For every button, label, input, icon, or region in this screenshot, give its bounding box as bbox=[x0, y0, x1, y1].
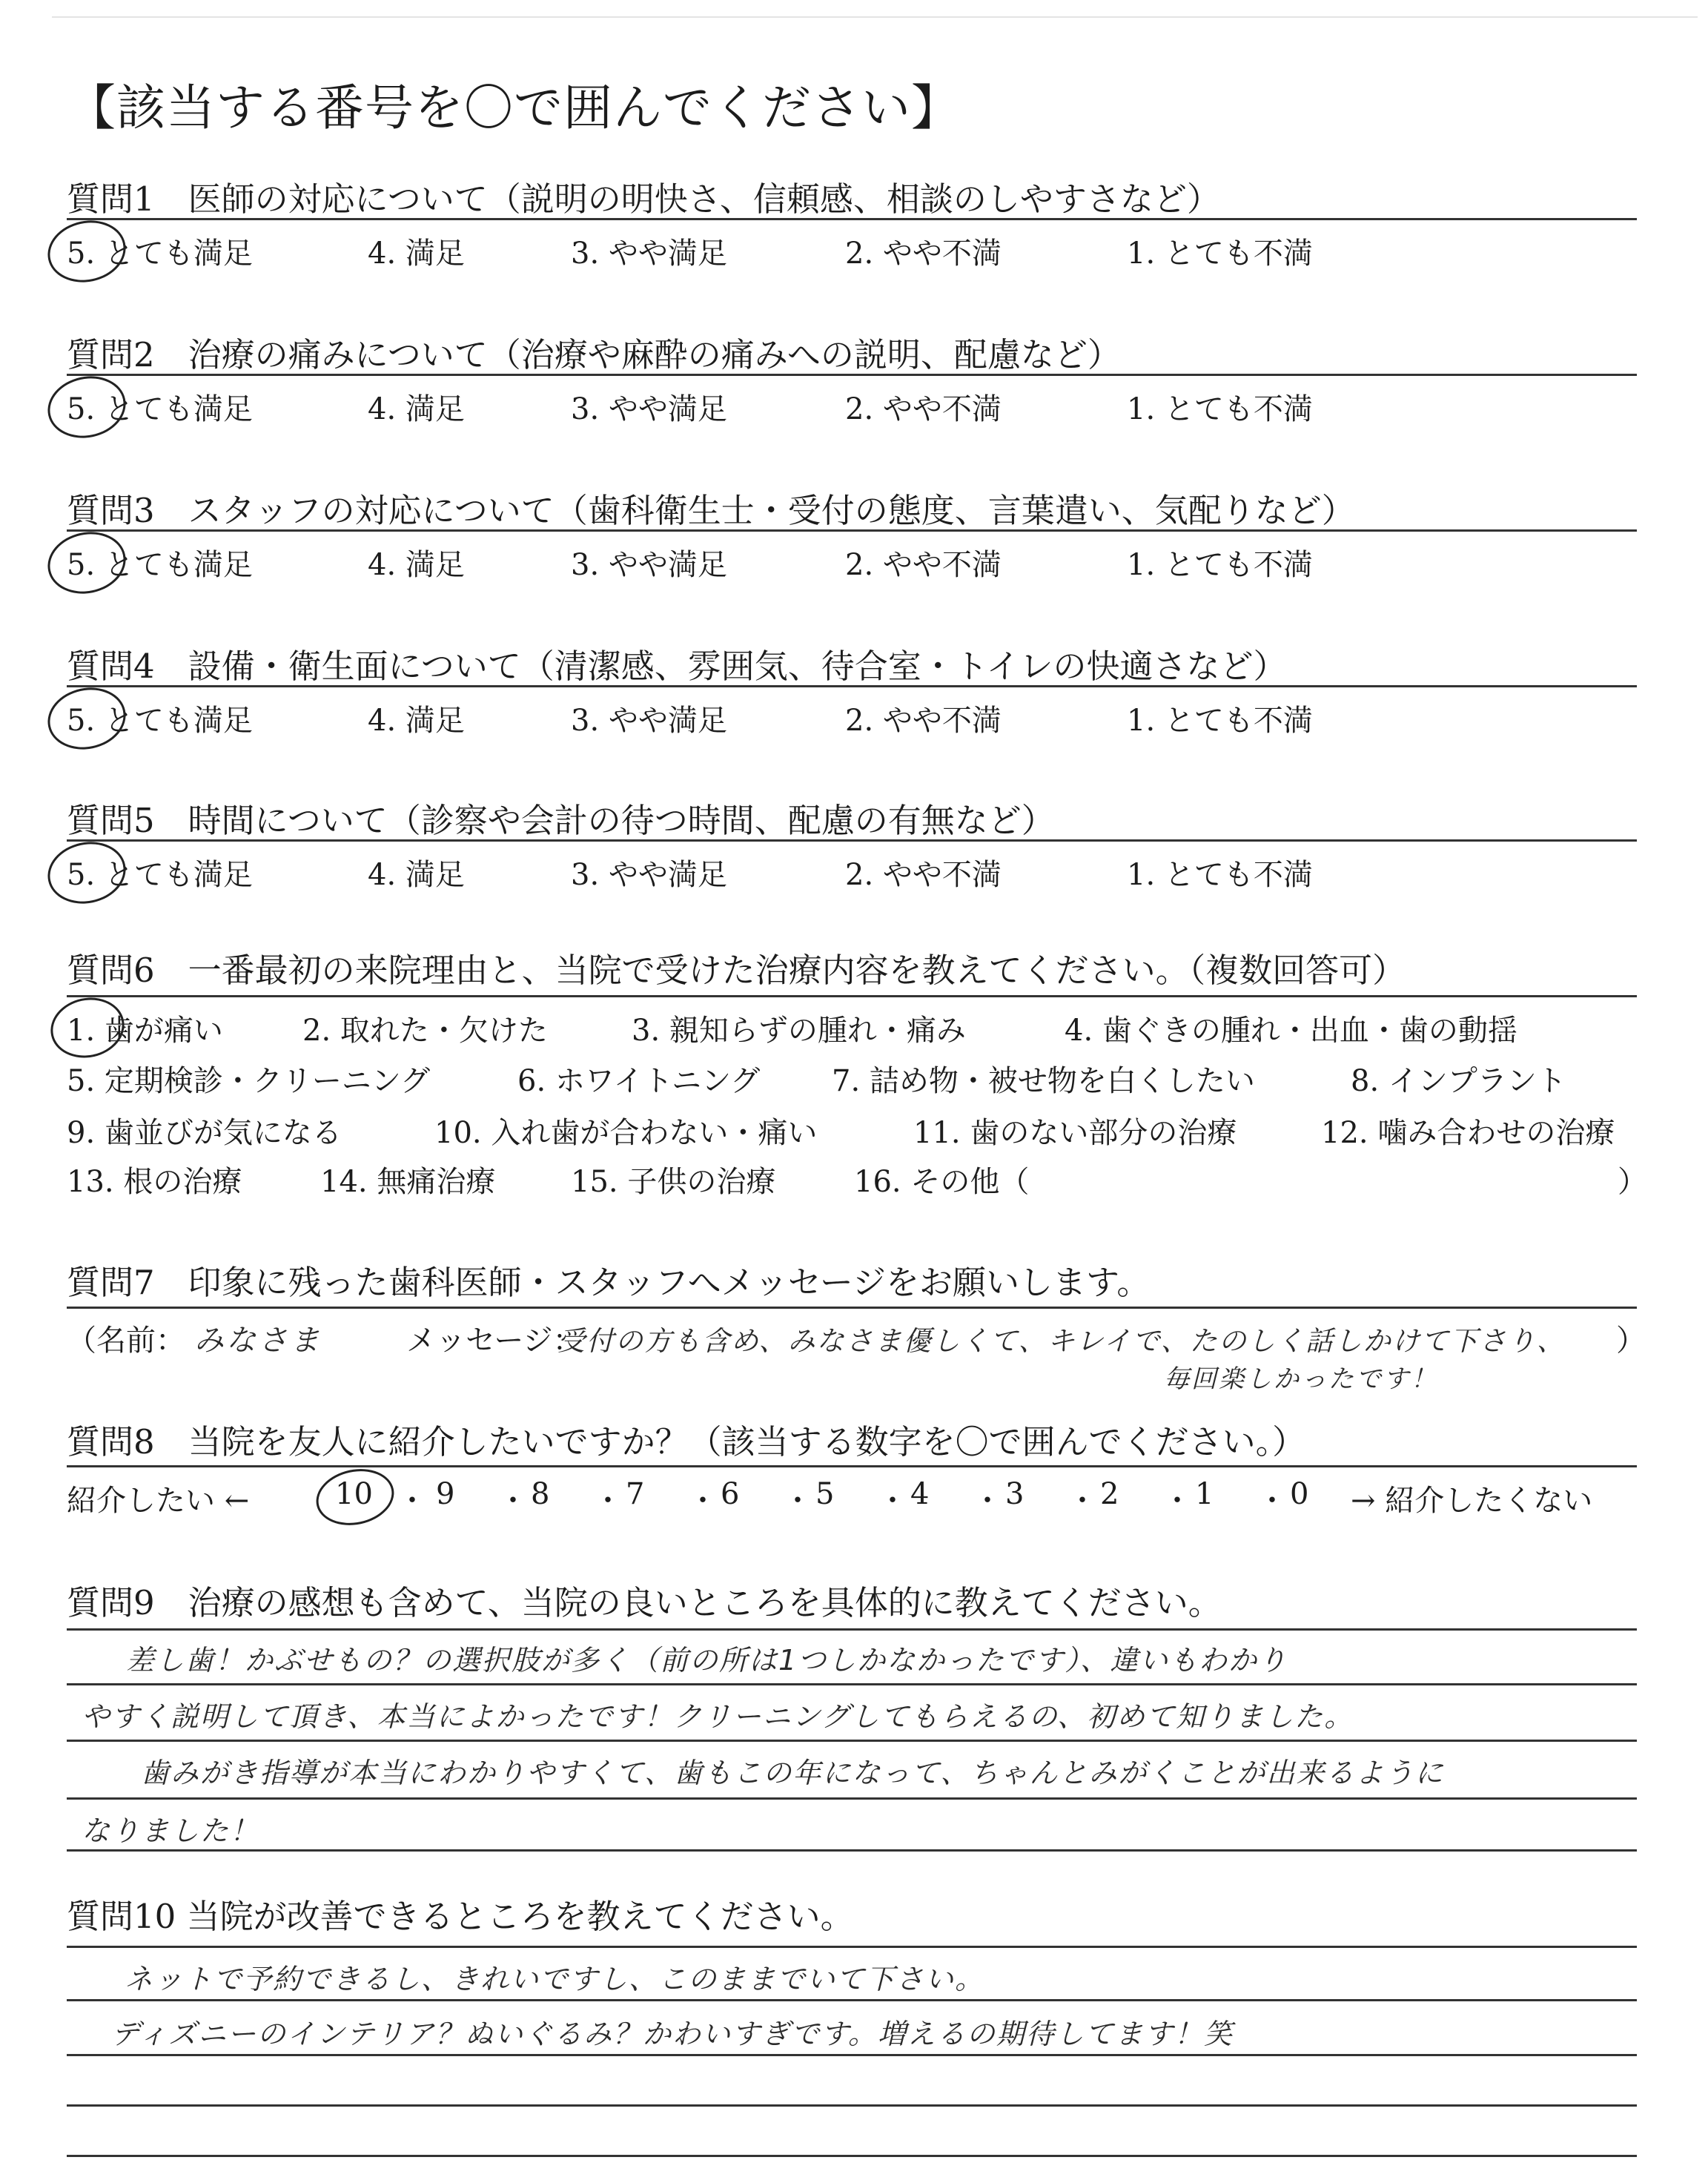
q8-dot-separator: ・ bbox=[1162, 1484, 1192, 1518]
q8-dot-separator: ・ bbox=[783, 1484, 812, 1518]
q6-selection-circle-1 bbox=[45, 991, 130, 1064]
question-3-rule bbox=[67, 529, 1637, 532]
q7-label: 質問7 印象に残った歯科医師・スタッフへメッセージをお願いします。 bbox=[67, 1263, 1151, 1302]
question-1-option-4[interactable]: 4. 満足 bbox=[368, 237, 465, 271]
q9-rule-top bbox=[67, 1628, 1637, 1631]
question-1-option-3[interactable]: 3. やや満足 bbox=[571, 237, 727, 271]
question-2-option-3[interactable]: 3. やや満足 bbox=[571, 392, 727, 426]
question-2-option-4[interactable]: 4. 満足 bbox=[368, 392, 465, 426]
q10-answer-line-1[interactable]: ネットで予約できるし、きれいですし、このままでいて下さい。 bbox=[125, 1963, 985, 1995]
q8-dot-separator: ・ bbox=[1257, 1484, 1287, 1518]
q9-rule-3 bbox=[67, 1797, 1637, 1800]
q9-answer-line-1[interactable]: 差し歯！かぶせもの？の選択肢が多く（前の所は1つしかなかったです）、違いもわかり bbox=[126, 1644, 1288, 1677]
q8-label: 質問8 当院を友人に紹介したいですか？（該当する数字を〇で囲んでください。） bbox=[67, 1422, 1306, 1462]
q6-option-2[interactable]: 2. 取れた・欠けた bbox=[302, 1014, 548, 1048]
q8-scale-0[interactable]: 0 bbox=[1290, 1477, 1309, 1511]
q7-rule bbox=[67, 1307, 1637, 1309]
q6-option-10[interactable]: 10. 入れ歯が合わない・痛い bbox=[434, 1116, 818, 1150]
q8-scale-7[interactable]: 7 bbox=[626, 1477, 645, 1511]
question-5-option-3[interactable]: 3. やや満足 bbox=[571, 858, 727, 892]
q7-message-line1[interactable]: 受付の方も含め、みなさま優しくて、キレイで、たのしく話しかけて下さり、 bbox=[557, 1325, 1566, 1357]
q9-rule-4 bbox=[67, 1849, 1637, 1852]
q10-label: 質問10 当院が改善できるところを教えてください。 bbox=[67, 1897, 854, 1936]
q6-option-3[interactable]: 3. 親知らずの腫れ・痛み bbox=[632, 1014, 966, 1048]
question-5-selection-circle bbox=[42, 835, 132, 911]
q10-answer-line-2[interactable]: ディズニーのインテリア？ぬいぐるみ？かわいすぎです。増えるの期待してます！笑 bbox=[111, 2018, 1234, 2050]
q6-option-15[interactable]: 15. 子供の治療 bbox=[571, 1165, 776, 1199]
question-3-option-1[interactable]: 1. とても不満 bbox=[1127, 548, 1313, 582]
question-1-option-5[interactable]: 5. とても満足 bbox=[67, 237, 253, 271]
q10-rule-1 bbox=[67, 1999, 1637, 2001]
question-4-label: 質問4 設備・衛生面について（清潔感、雰囲気、待合室・トイレの快適さなど） bbox=[67, 647, 1287, 686]
q8-selection-circle bbox=[311, 1462, 399, 1532]
q6-rule bbox=[67, 995, 1637, 997]
q8-scale-1[interactable]: 1 bbox=[1195, 1477, 1214, 1511]
q8-dot-separator: ・ bbox=[498, 1484, 528, 1518]
q8-scale-2[interactable]: 2 bbox=[1100, 1477, 1119, 1511]
q6-option-7[interactable]: 7. 詰め物・被せ物を白くしたい bbox=[832, 1064, 1255, 1098]
question-4-option-1[interactable]: 1. とても不満 bbox=[1127, 704, 1313, 738]
question-2-option-2[interactable]: 2. やや不満 bbox=[845, 392, 1002, 426]
question-2-option-5[interactable]: 5. とても満足 bbox=[67, 392, 253, 426]
q6-option-1[interactable]: 1. 歯が痛い bbox=[67, 1014, 223, 1048]
q8-scale-8[interactable]: 8 bbox=[531, 1477, 550, 1511]
q6-option-5[interactable]: 5. 定期検診・クリーニング bbox=[67, 1064, 431, 1098]
question-2-option-1[interactable]: 1. とても不満 bbox=[1127, 392, 1313, 426]
q9-rule-2 bbox=[67, 1740, 1637, 1742]
q7-message-line2[interactable]: 毎回楽しかったです！ bbox=[1164, 1364, 1438, 1394]
q8-dot-separator: ・ bbox=[878, 1484, 907, 1518]
question-1-option-1[interactable]: 1. とても不満 bbox=[1127, 237, 1313, 271]
q8-scale-6[interactable]: 6 bbox=[721, 1477, 740, 1511]
q8-rule bbox=[67, 1465, 1637, 1467]
question-4-option-3[interactable]: 3. やや満足 bbox=[571, 704, 727, 738]
question-3-option-2[interactable]: 2. やや不満 bbox=[845, 548, 1002, 582]
q6-close-paren: ） bbox=[1618, 1165, 1647, 1199]
q10-rule-top bbox=[67, 1946, 1637, 1948]
q6-option-16[interactable]: 16. その他（ bbox=[854, 1165, 1030, 1199]
q8-dot-separator: ・ bbox=[593, 1484, 623, 1518]
q6-label: 質問6 一番最初の来院理由と、当院で受けた治療内容を教えてください。（複数回答可） bbox=[67, 951, 1406, 990]
question-4-rule bbox=[67, 685, 1637, 687]
q8-dot-separator: ・ bbox=[973, 1484, 1002, 1518]
question-3-selection-circle bbox=[42, 525, 132, 601]
q9-answer-line-4[interactable]: なりました！ bbox=[82, 1814, 260, 1847]
q8-scale-3[interactable]: 3 bbox=[1005, 1477, 1025, 1511]
question-5-option-5[interactable]: 5. とても満足 bbox=[67, 858, 253, 892]
q7-name-value[interactable]: みなさま bbox=[194, 1324, 322, 1358]
question-1-rule bbox=[67, 218, 1637, 220]
q7-name-label: （名前： bbox=[67, 1324, 185, 1358]
question-3-option-3[interactable]: 3. やや満足 bbox=[571, 548, 727, 582]
q6-option-8[interactable]: 8. インプラント bbox=[1351, 1064, 1566, 1098]
q8-dot-separator: ・ bbox=[397, 1484, 427, 1518]
question-2-label: 質問2 治療の痛みについて（治療や麻酔の痛みへの説明、配慮など） bbox=[67, 335, 1121, 374]
q9-answer-line-2[interactable]: やすく説明して頂き、本当によかったです！クリーニングしてもらえるの、初めて知りました。 bbox=[82, 1700, 1354, 1733]
question-5-option-1[interactable]: 1. とても不満 bbox=[1127, 858, 1313, 892]
question-1-option-2[interactable]: 2. やや不満 bbox=[845, 237, 1002, 271]
q8-scale-9[interactable]: 9 bbox=[436, 1477, 455, 1511]
q8-dot-separator: ・ bbox=[1068, 1484, 1097, 1518]
question-1-label: 質問1 医師の対応について（説明の明快さ、信頼感、相談のしやすさなど） bbox=[67, 179, 1220, 219]
q9-answer-line-3[interactable]: 歯みがき指導が本当にわかりやすくて、歯もこの年になって、ちゃんとみがくことが出来るように bbox=[141, 1757, 1445, 1789]
q8-scale-4[interactable]: 4 bbox=[910, 1477, 930, 1511]
question-3-label: 質問3 スタッフの対応について（歯科衛生士・受付の態度、言葉遣い、気配りなど） bbox=[67, 491, 1355, 530]
question-3-option-4[interactable]: 4. 満足 bbox=[368, 548, 465, 582]
question-5-option-4[interactable]: 4. 満足 bbox=[368, 858, 465, 892]
q7-close-paren: ） bbox=[1616, 1324, 1646, 1358]
page-top-border bbox=[52, 16, 1698, 18]
question-5-option-2[interactable]: 2. やや不満 bbox=[845, 858, 1002, 892]
question-5-label: 質問5 時間について（診察や会計の待つ時間、配慮の有無など） bbox=[67, 801, 1055, 840]
question-4-option-2[interactable]: 2. やや不満 bbox=[845, 704, 1002, 738]
question-2-rule bbox=[67, 374, 1637, 376]
q6-option-6[interactable]: 6. ホワイトニング bbox=[517, 1064, 761, 1098]
q10-rule-3 bbox=[67, 2104, 1637, 2107]
q8-right-label: → 紹介したくない bbox=[1351, 1484, 1593, 1518]
page-title: 【該当する番号を〇で囲んでください】 bbox=[67, 79, 961, 136]
q9-rule-1 bbox=[67, 1683, 1637, 1685]
q8-dot-separator: ・ bbox=[688, 1484, 718, 1518]
q6-option-9[interactable]: 9. 歯並びが気になる bbox=[67, 1116, 342, 1150]
question-4-selection-circle bbox=[42, 681, 132, 756]
q6-option-13[interactable]: 13. 根の治療 bbox=[67, 1165, 242, 1199]
q7-message-label: メッセージ： bbox=[406, 1324, 583, 1358]
question-2-selection-circle bbox=[42, 369, 132, 445]
q10-rule-2 bbox=[67, 2054, 1637, 2056]
q8-scale-5[interactable]: 5 bbox=[815, 1477, 835, 1511]
q10-rule-4 bbox=[67, 2155, 1637, 2157]
q6-option-4[interactable]: 4. 歯ぐきの腫れ・出血・歯の動揺 bbox=[1065, 1014, 1517, 1048]
question-1-selection-circle bbox=[42, 214, 132, 289]
question-4-option-4[interactable]: 4. 満足 bbox=[368, 704, 465, 738]
q8-left-label: 紹介したい ← bbox=[67, 1484, 250, 1518]
q6-option-12[interactable]: 12. 噛み合わせの治療 bbox=[1321, 1116, 1615, 1150]
q6-option-14[interactable]: 14. 無痛治療 bbox=[320, 1165, 496, 1199]
q6-option-11[interactable]: 11. 歯のない部分の治療 bbox=[913, 1116, 1237, 1150]
q8-scale-10[interactable]: 10 bbox=[335, 1477, 373, 1511]
question-3-option-5[interactable]: 5. とても満足 bbox=[67, 548, 253, 582]
question-5-rule bbox=[67, 839, 1637, 842]
question-4-option-5[interactable]: 5. とても満足 bbox=[67, 704, 253, 738]
q9-label: 質問9 治療の感想も含めて、当院の良いところを具体的に教えてください。 bbox=[67, 1583, 1222, 1622]
